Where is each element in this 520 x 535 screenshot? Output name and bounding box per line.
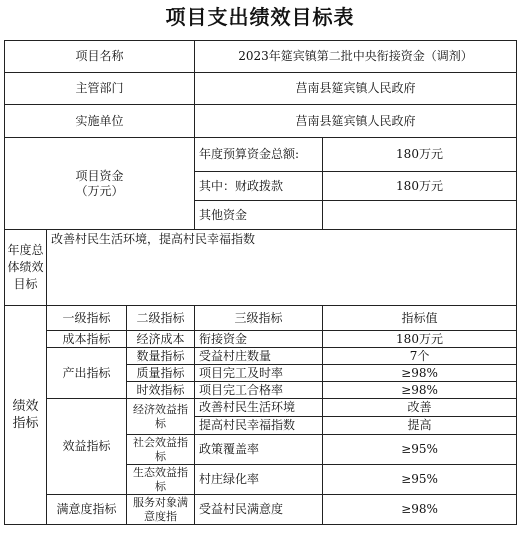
cost-value: 180万元 bbox=[323, 331, 517, 348]
qty-l3: 受益村庄数量 bbox=[195, 348, 323, 365]
sheet-title: 项目支出绩效目标表 bbox=[165, 5, 355, 29]
cost-l2: 经济成本 bbox=[127, 331, 195, 348]
header-value: 指标值 bbox=[323, 306, 517, 331]
funds-label bbox=[5, 138, 195, 230]
cost-l1: 成本指标 bbox=[47, 331, 127, 348]
econ2-value: 提高 bbox=[323, 417, 517, 435]
time-l2: 时效指标 bbox=[127, 382, 195, 399]
eco-l3: 村庄绿化率 bbox=[195, 465, 323, 495]
goal-text: 改善村民生活环境，提高村民幸福指数 bbox=[47, 230, 517, 306]
econ-l2: 经济效益指标 bbox=[127, 399, 195, 435]
benefit-l1: 效益指标 bbox=[47, 399, 127, 495]
eco-value: ≥95% bbox=[323, 465, 517, 495]
indicator-header-row bbox=[5, 306, 517, 331]
social-l2: 社会效益指标 bbox=[127, 435, 195, 465]
dept-value: 莒南县筵宾镇人民政府 bbox=[195, 73, 517, 105]
satisfaction-l2: 服务对象满意度指 bbox=[127, 495, 195, 525]
goal-row bbox=[5, 230, 517, 306]
satisfaction-l1: 满意度指标 bbox=[47, 495, 127, 525]
econ1-l3: 改善村民生活环境 bbox=[195, 399, 323, 417]
unit-row bbox=[5, 105, 517, 138]
project-name-value: 2023年筵宾镇第二批中央衔接资金（调剂） bbox=[195, 41, 517, 73]
fiscal-label: 其中：财政拨款 bbox=[195, 172, 323, 201]
fiscal-value: 180万元 bbox=[323, 172, 517, 201]
annual-budget-value: 180万元 bbox=[323, 138, 517, 172]
dept-label: 主管部门 bbox=[5, 73, 195, 105]
cost-row bbox=[5, 331, 517, 348]
econ2-l3: 提高村民幸福指数 bbox=[195, 417, 323, 435]
social-l3: 政策覆盖率 bbox=[195, 435, 323, 465]
other-funds-label: 其他资金 bbox=[195, 201, 323, 230]
quality-l2: 质量指标 bbox=[127, 365, 195, 382]
header-level3: 三级指标 bbox=[195, 306, 323, 331]
time-l3: 项目完工合格率 bbox=[195, 382, 323, 399]
funds-label-line1: 项目资金 bbox=[75, 168, 124, 183]
econ-row-1 bbox=[5, 399, 517, 417]
quality-l3: 项目完工及时率 bbox=[195, 365, 323, 382]
satisfaction-value: ≥98% bbox=[323, 495, 517, 525]
social-value: ≥95% bbox=[323, 435, 517, 465]
other-funds-value bbox=[323, 201, 517, 230]
annual-budget-label: 年度预算资金总额: bbox=[195, 138, 323, 172]
econ1-value: 改善 bbox=[323, 399, 517, 417]
eco-l2: 生态效益指标 bbox=[127, 465, 195, 495]
header-level1: 一级指标 bbox=[47, 306, 127, 331]
qty-row bbox=[5, 348, 517, 365]
unit-value: 莒南县筵宾镇人民政府 bbox=[195, 105, 517, 138]
annual-budget-row bbox=[5, 138, 517, 172]
goal-label: 年度总体绩效目标 bbox=[5, 230, 47, 306]
funds-label-line2: （万元） bbox=[75, 183, 124, 198]
satisfaction-row bbox=[5, 495, 517, 525]
performance-table bbox=[4, 40, 517, 525]
qty-value: 7个 bbox=[323, 348, 517, 365]
time-value: ≥98% bbox=[323, 382, 517, 399]
perf-indicator-label: 绩效指标 bbox=[5, 306, 47, 525]
cost-l3: 衔接资金 bbox=[195, 331, 323, 348]
quality-value: ≥98% bbox=[323, 365, 517, 382]
qty-l2: 数量指标 bbox=[127, 348, 195, 365]
output-l1: 产出指标 bbox=[47, 348, 127, 399]
header-level2: 二级指标 bbox=[127, 306, 195, 331]
project-name-row bbox=[5, 41, 517, 73]
unit-label: 实施单位 bbox=[5, 105, 195, 138]
project-name-label: 项目名称 bbox=[5, 41, 195, 73]
dept-row bbox=[5, 73, 517, 105]
satisfaction-l3: 受益村民满意度 bbox=[195, 495, 323, 525]
